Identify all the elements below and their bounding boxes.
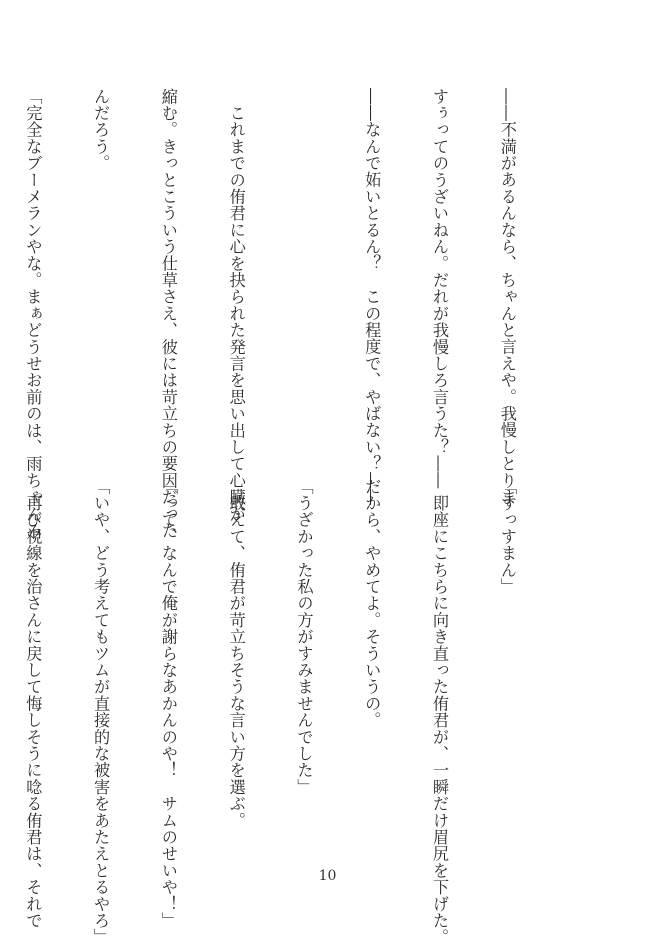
text-line: ――不満があるんなら、ちゃんと言えや。我慢しとりま	[497, 88, 517, 506]
text-line: すぅってのうざいねん。だれが我慢しろ言うた？――	[430, 88, 450, 489]
blank-line	[292, 88, 315, 438]
text-line: 敢えて、侑君が苛立ちそうな言い方を選ぶ。	[226, 478, 246, 829]
text-line: 「すっすまん」	[497, 478, 517, 595]
page-number: 10	[318, 868, 337, 884]
text-line: 「完全なブーメランやな。まぁどうせお前のは、雨ちゃんみ	[23, 88, 43, 539]
text-line: ――なんで妬いとるん？ この程度で、やばない？――	[362, 88, 382, 506]
text-line: 「って、なんで俺が謝らなあかんのや！ サムのせいや！」	[158, 478, 178, 929]
text-line: 再び視線を治さんに戻して悔しそうに唸る侑君は、それで	[23, 478, 43, 929]
text-line: これまでの侑君に心を抉られた発言を思い出して心臓が	[226, 88, 246, 523]
text-line: 「うざかった私の方がすみませんでした」	[294, 478, 314, 796]
text-line: 「いや、どう考えてもツムが直接的な被害をあたえとるやろ」	[91, 478, 111, 946]
text-line: 縮む。きっとこういう仕草さえ、彼には苛立ちの要因だった	[158, 88, 178, 539]
text-line: 即座にこちらに向き直った侑君が、一瞬だけ眉尻を下げた。	[430, 478, 450, 946]
text-line: んだろう。	[91, 88, 111, 172]
text-line: だから、やめてよ。そういうの。	[362, 478, 382, 729]
